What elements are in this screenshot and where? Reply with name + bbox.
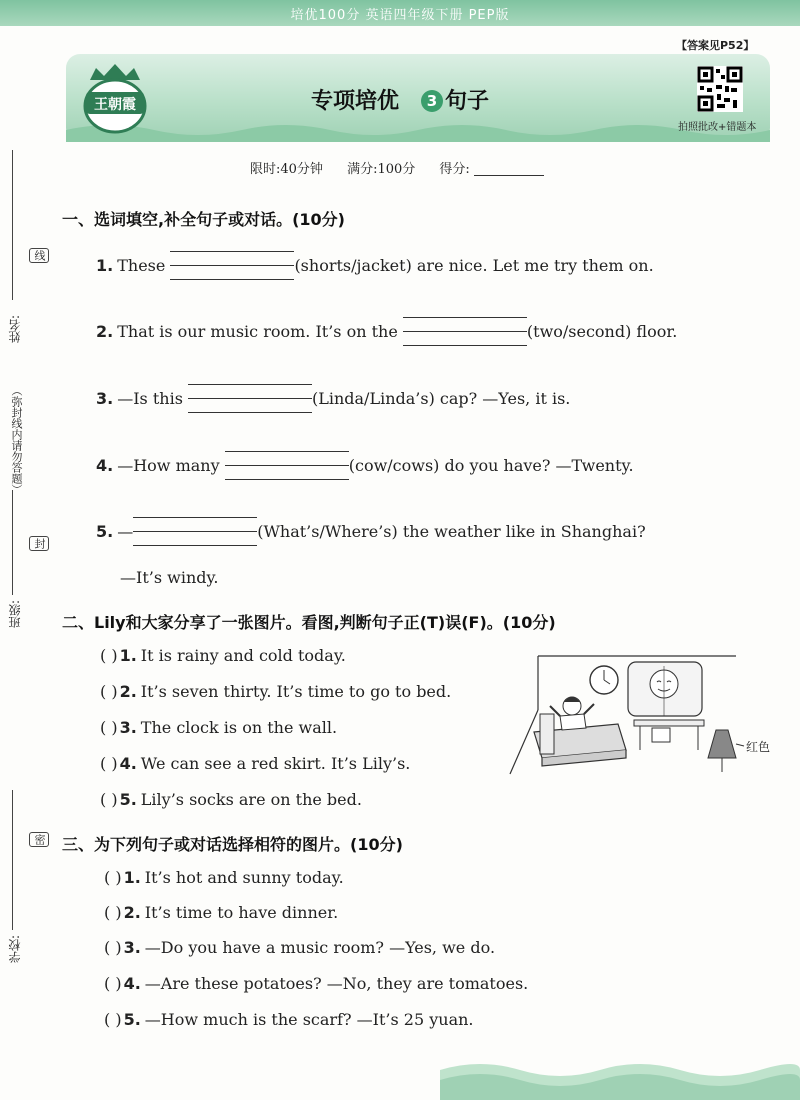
score-label: 得分: xyxy=(439,162,470,177)
mark-seal-2: 密 xyxy=(29,832,49,847)
answer-parentheses[interactable]: ( ) xyxy=(104,868,122,887)
question-text: It’s hot and sunny today. xyxy=(144,868,344,887)
section3-title-text: 三、为下列句子或对话选择相符的图片。(10分) xyxy=(62,835,403,854)
section3-title xyxy=(62,832,403,855)
qr-code-icon[interactable] xyxy=(697,66,743,112)
fill-blank-question xyxy=(96,522,646,541)
answer-parentheses[interactable]: ( ) xyxy=(104,974,122,993)
judge-question xyxy=(100,682,451,701)
fill-blank-question xyxy=(96,322,677,341)
question-text: It’s time to have dinner. xyxy=(144,903,339,922)
answer-blank[interactable] xyxy=(133,523,257,541)
question-number: 2. xyxy=(96,322,114,341)
logo-text: 王朝霞 xyxy=(94,97,136,113)
question-number: 2. xyxy=(119,682,137,701)
choose-question xyxy=(104,903,338,922)
desk-icon xyxy=(634,720,704,726)
judge-question xyxy=(100,646,346,665)
answer-parentheses[interactable]: ( ) xyxy=(100,646,118,665)
class-line[interactable] xyxy=(12,490,14,595)
full-score: 满分:100分 xyxy=(347,162,416,177)
bedroom-picture xyxy=(506,654,776,778)
class-label: 班级: xyxy=(8,600,22,629)
top-bar xyxy=(0,0,800,26)
top-bar-text: 培优100分 英语四年级下册 PEP版 xyxy=(290,8,510,23)
choose-question xyxy=(104,1010,474,1029)
question-number: 1. xyxy=(119,646,137,665)
red-skirt-icon xyxy=(708,730,736,758)
question-number: 2. xyxy=(123,903,141,922)
answer-blank[interactable] xyxy=(403,323,527,341)
title-right: 句子 xyxy=(445,89,490,114)
question-number: 1. xyxy=(96,256,114,275)
question-text: —Are these potatoes? —No, they are tomatoes. xyxy=(144,974,529,993)
question-number: 4. xyxy=(123,974,141,993)
question5-answer: —It’s windy. xyxy=(120,568,219,587)
question-text: —How much is the scarf? —It’s 25 yuan. xyxy=(144,1010,474,1029)
question-number: 5. xyxy=(123,1010,141,1029)
chair-icon xyxy=(652,728,670,742)
section1-title: 一、选词填空,补全句子或对话。(10分) xyxy=(62,210,345,229)
answer-parentheses[interactable]: ( ) xyxy=(100,682,118,701)
answer-blank[interactable] xyxy=(225,457,349,475)
picture-label-red: 红色 xyxy=(746,740,771,754)
answer-parentheses[interactable]: ( ) xyxy=(104,903,122,922)
fill-blank-question xyxy=(96,256,654,275)
question-prefix: That is our music room. It’s on the xyxy=(117,322,403,341)
question-text: The clock is on the wall. xyxy=(140,718,338,737)
score-blank[interactable] xyxy=(474,161,544,176)
question-number: 5. xyxy=(96,522,114,541)
name-line[interactable] xyxy=(12,150,14,300)
answer-parentheses[interactable]: ( ) xyxy=(104,1010,122,1029)
banner-wave xyxy=(66,120,770,142)
question-text: We can see a red skirt. It’s Lily’s. xyxy=(140,754,411,773)
question-prefix: —How many xyxy=(117,456,225,475)
question-number: 3. xyxy=(96,389,114,408)
question-prefix: These xyxy=(117,256,171,275)
judge-question xyxy=(100,718,337,737)
question-prefix: — xyxy=(117,522,134,541)
question-suffix: (What’s/Where’s) the weather like in Shanghai? xyxy=(257,522,646,541)
answer-reference: 【答案见P52】 xyxy=(676,39,755,52)
choose-question xyxy=(104,938,495,957)
school-line[interactable] xyxy=(12,790,14,930)
mark-line: 线 xyxy=(29,248,49,263)
seal-line-note: （弥封线内请勿答题） xyxy=(10,385,23,495)
choose-question xyxy=(104,868,344,887)
question-number: 5. xyxy=(119,790,137,809)
footer-wave xyxy=(0,1048,800,1100)
question-number: 4. xyxy=(96,456,114,475)
question-suffix: (shorts/jacket) are nice. Let me try them on. xyxy=(294,256,654,275)
judge-question xyxy=(100,754,410,773)
page-title xyxy=(0,84,800,115)
answer-parentheses[interactable]: ( ) xyxy=(100,790,118,809)
mark-seal: 封 xyxy=(29,536,49,551)
question-number: 4. xyxy=(119,754,137,773)
answer-parentheses[interactable]: ( ) xyxy=(100,718,118,737)
question-text: Lily’s socks are on the bed. xyxy=(140,790,362,809)
binding-margin xyxy=(2,90,50,1090)
question-number: 3. xyxy=(123,938,141,957)
question-text: —Do you have a music room? —Yes, we do. xyxy=(144,938,496,957)
question-number: 3. xyxy=(119,718,137,737)
answer-blank[interactable] xyxy=(170,257,294,275)
question-text: It is rainy and cold today. xyxy=(140,646,346,665)
school-label: 学校: xyxy=(8,935,22,964)
fill-blank-question xyxy=(96,389,570,408)
question-suffix: (cow/cows) do you have? —Twenty. xyxy=(348,456,634,475)
question-text: It’s seven thirty. It’s time to go to bed. xyxy=(140,682,452,701)
answer-parentheses[interactable]: ( ) xyxy=(104,938,122,957)
answer-blank[interactable] xyxy=(188,390,312,408)
section2-title: 二、Lily和大家分享了一张图片。看图,判断句子正(T)误(F)。(10分) xyxy=(62,613,556,632)
title-left: 专项培优 xyxy=(310,89,399,114)
question-prefix: —Is this xyxy=(117,389,188,408)
answer-parentheses[interactable]: ( ) xyxy=(100,754,118,773)
exam-meta xyxy=(250,158,564,177)
time-limit: 限时:40分钟 xyxy=(250,162,323,177)
qr-label: 拍照批改+错题本 xyxy=(678,122,757,133)
fill-blank-question xyxy=(96,456,634,475)
choose-question xyxy=(104,974,528,993)
question-suffix: (Linda/Linda’s) cap? —Yes, it is. xyxy=(311,389,571,408)
name-label: 姓名: xyxy=(8,315,22,344)
judge-question xyxy=(100,790,362,809)
question-suffix: (two/second) floor. xyxy=(526,322,678,341)
title-number-badge: 3 xyxy=(421,90,443,112)
question-number: 1. xyxy=(123,868,141,887)
